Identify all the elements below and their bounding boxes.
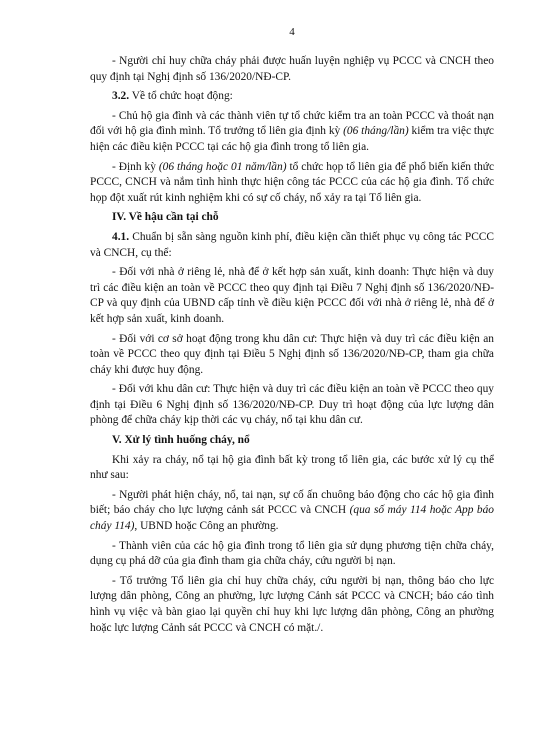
paragraph-residential-area bbox=[90, 382, 494, 429]
paragraph-team-leader bbox=[90, 574, 494, 636]
paragraph-italic: (qua số máy 114 hoặc App báo cháy 114) bbox=[90, 504, 495, 533]
paragraph-italic: (06 tháng hoặc 01 năm/lần) bbox=[158, 160, 287, 173]
section-heading-v: V. Xử lý tình huống cháy, nổ bbox=[112, 434, 250, 447]
section-number: 3.2. bbox=[112, 90, 130, 103]
page-number: 4 bbox=[289, 26, 295, 38]
paragraph-text: - Định kỳ bbox=[112, 160, 159, 173]
paragraph-text: - Đối với khu dân cư: Thực hiện và duy trì các điều kiện an toàn về PCCC theo quy định tại Điều 6 Nghị định số 136/2020/NĐ-CP. Duy trì hoạt động của lực lượng dân phòng để chữa cháy kịp thời các vụ cháy, nổ tại khu dân cư. bbox=[90, 383, 494, 427]
paragraph-self-inspection bbox=[90, 109, 494, 156]
paragraph-text: , UBND hoặc Công an phường. bbox=[134, 520, 279, 533]
paragraph-text: - Đối với nhà ở riêng lẻ, nhà để ở kết hợp sản xuất, kinh doanh: Thực hiện và duy trì các điều kiện an toàn về PCCC theo quy định tại Điều 7 Nghị định số 136/2020/NĐ-CP và quy định của UBND cấp tỉnh về điều kiện PCCC đối với nhà ở riêng lẻ, nhà để ở kết hợp sản xuất, kinh doanh. bbox=[90, 266, 494, 325]
paragraph-text: - Thành viên của các hộ gia đình trong tổ liên gia sử dụng phương tiện chữa cháy, dụng cụ phá dỡ của gia đình tham gia chữa cháy, cứu người bị nạn. bbox=[90, 539, 494, 568]
paragraph-text: - Đối với cơ sở hoạt động trong khu dân cư: Thực hiện và duy trì các điều kiện an toàn về PCCC theo quy định tại Điều 5 Nghị định số 136/2020/NĐ-CP, tham gia chữa cháy khi được huy động. bbox=[90, 332, 494, 376]
section-number: 4.1. bbox=[112, 230, 130, 243]
paragraph-text: Khi xảy ra cháy, nổ tại hộ gia đình bất kỳ trong tổ liên gia, các bước xử lý cụ thể như sau: bbox=[90, 453, 494, 482]
paragraph-text: - Tổ trưởng Tổ liên gia chỉ huy chữa cháy, cứu người bị nạn, thông báo cho lực lượng dân phòng, Công an phường, lực lượng Cảnh sát PCCC và CNCH; báo cáo tình hình vụ việc và bàn giao lại quyền chỉ huy khi lực lượng dân phòng, Công an phường hoặc lực lượng Cảnh sát PCCC và CNCH có mặt./. bbox=[90, 574, 494, 634]
paragraph-text: Chuẩn bị sẵn sàng nguồn kinh phí, điều kiện cần thiết phục vụ công tác PCCC và CNCH, cụ thể: bbox=[90, 230, 494, 259]
paragraph-periodic-meeting bbox=[90, 160, 494, 207]
section-title: Về tổ chức hoạt động: bbox=[129, 90, 233, 103]
paragraph-commander-training bbox=[90, 54, 494, 85]
paragraph-family-members bbox=[90, 539, 494, 570]
paragraph-text: - Người chỉ huy chữa cháy phải được huấn luyện nghiệp vụ PCCC và CNCH theo quy định tại Nghị định số 136/2020/NĐ-CP. bbox=[90, 55, 494, 83]
paragraph-facilities bbox=[90, 332, 494, 379]
paragraph-italic: (06 tháng/lần) bbox=[343, 125, 409, 138]
paragraph-alarm bbox=[90, 488, 494, 535]
paragraph-text: kiểm tra việc thực hiện các điều kiện PCCC tại các hộ gia đình trong tổ liên gia. bbox=[90, 125, 494, 153]
section-heading-iv: IV. Về hậu cần tại chỗ bbox=[112, 211, 219, 224]
paragraph-text: - Chủ hộ gia đình và các thành viên tự tổ chức kiểm tra an toàn PCCC và thoát nạn đối với hộ gia đình mình. Tổ trưởng tổ liên gia định kỳ bbox=[90, 109, 494, 138]
paragraph-text: - Người phát hiện cháy, nổ, tai nạn, sự cố ấn chuông báo động cho các hộ gia đình biết; báo cháy cho lực lượng cảnh sát PCCC và CNCH bbox=[90, 488, 494, 517]
paragraph-fire-steps-intro bbox=[90, 453, 494, 484]
paragraph-private-houses bbox=[90, 265, 494, 327]
paragraph-4-1 bbox=[90, 230, 494, 261]
section-heading-3-2 bbox=[90, 89, 494, 105]
paragraph-text: tổ chức họp tổ liên gia để phổ biến kiến thức PCCC, CNCH và nắm tình hình thực hiện công tác PCCC của các hộ gia đình. Tổ chức họp đột xuất rút kinh nghiệm khi có sự cố cháy, nổ xảy ra tại Tổ liên gia. bbox=[90, 160, 494, 204]
